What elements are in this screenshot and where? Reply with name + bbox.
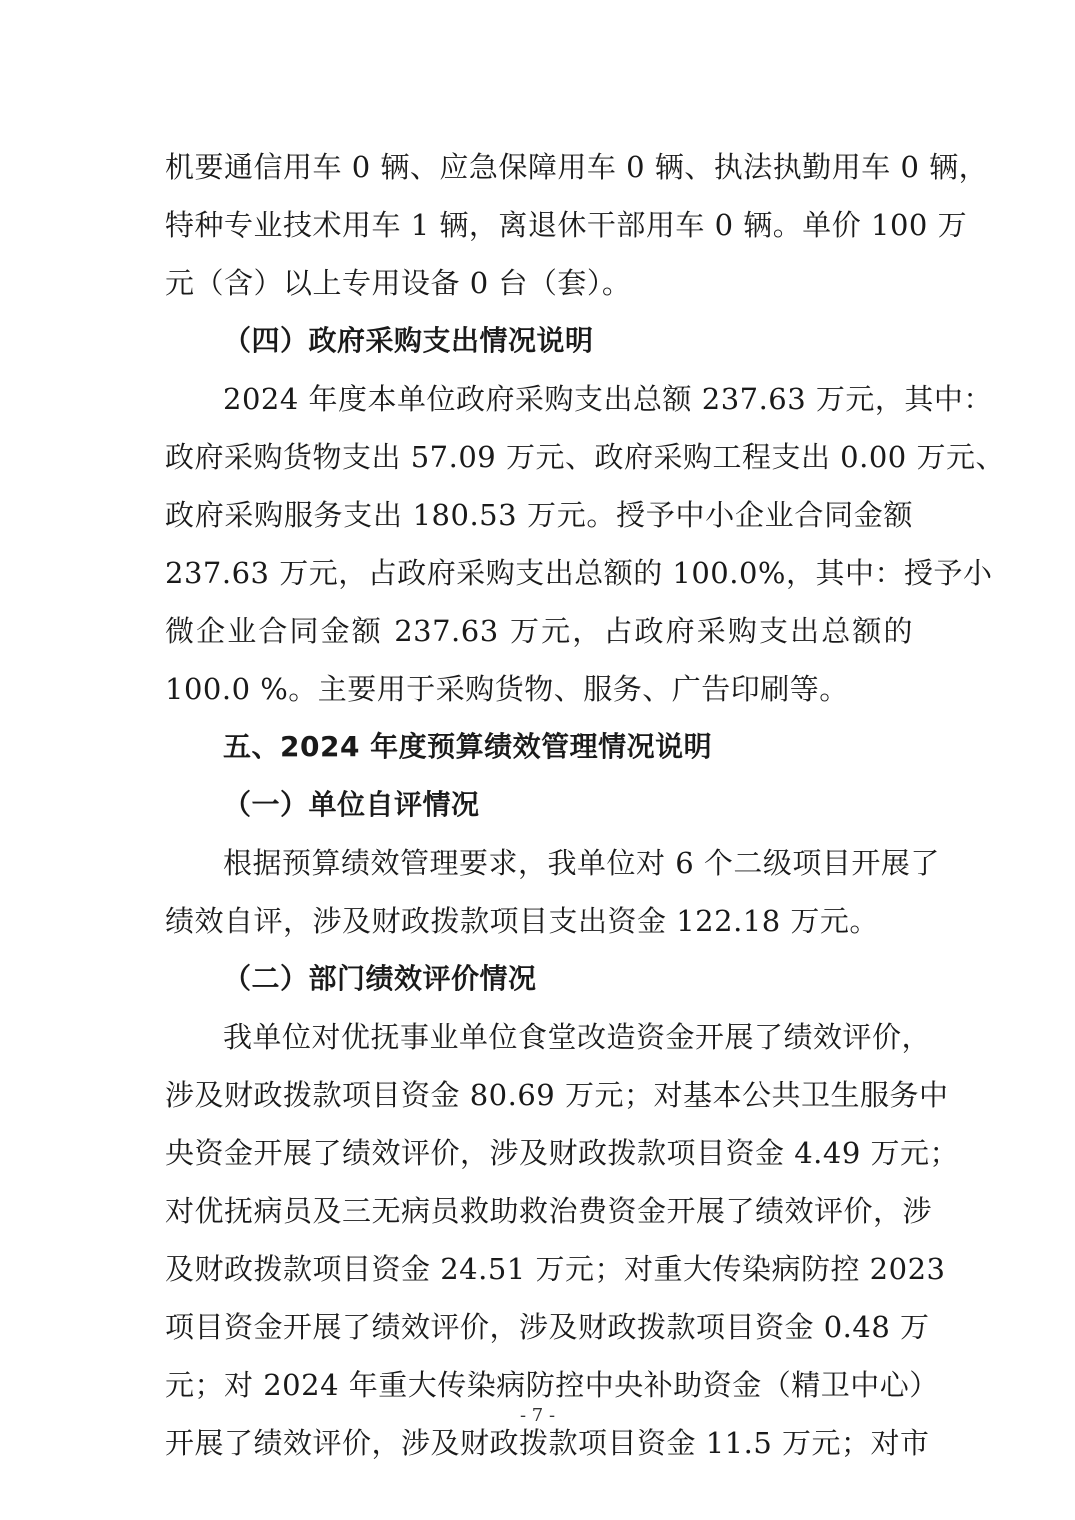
paragraph-line: 元；对 2024 年重大传染病防控中央补助资金（精卫中心） — [165, 1368, 939, 1402]
paragraph-line: 2024 年度本单位政府采购支出总额 237.63 万元，其中： — [223, 382, 993, 416]
paragraph-line: 我单位对优抚事业单位食堂改造资金开展了绩效评价， — [223, 1020, 932, 1054]
page-number: - 7 - — [519, 1405, 556, 1426]
section-heading-self-evaluation: （一）单位自评情况 — [223, 788, 480, 821]
paragraph-line: 政府采购货物支出 57.09 万元、政府采购工程支出 0.00 万元、 — [165, 440, 1005, 474]
paragraph-line: 100.0 %。主要用于采购货物、服务、广告印刷等。 — [165, 672, 849, 706]
paragraph-line: 对优抚病员及三无病员救助救治费资金开展了绩效评价，涉 — [165, 1194, 933, 1228]
paragraph-line: 机要通信用车 0 辆、应急保障用车 0 辆、执法执勤用车 0 辆， — [165, 150, 989, 184]
section-heading-department-evaluation: （二）部门绩效评价情况 — [223, 962, 537, 995]
paragraph-line: 微企业合同金额 237.63 万元，占政府采购支出总额的 — [165, 614, 913, 648]
paragraph-line: 项目资金开展了绩效评价，涉及财政拨款项目资金 0.48 万 — [165, 1310, 930, 1344]
paragraph-line: 开展了绩效评价，涉及财政拨款项目资金 11.5 万元；对市 — [165, 1426, 930, 1460]
paragraph-line: 特种专业技术用车 1 辆，离退休干部用车 0 辆。单价 100 万 — [165, 208, 968, 242]
paragraph-line: 根据预算绩效管理要求，我单位对 6 个二级项目开展了 — [223, 846, 940, 880]
chapter-heading-performance: 五、2024 年度预算绩效管理情况说明 — [223, 730, 713, 763]
paragraph-line: 及财政拨款项目资金 24.51 万元；对重大传染病防控 2023 — [165, 1252, 946, 1286]
section-heading-procurement: （四）政府采购支出情况说明 — [223, 324, 594, 357]
paragraph-line: 237.63 万元，占政府采购支出总额的 100.0%，其中：授予小 — [165, 556, 993, 590]
paragraph-line: 涉及财政拨款项目资金 80.69 万元；对基本公共卫生服务中 — [165, 1078, 949, 1112]
paragraph-line: 绩效自评，涉及财政拨款项目支出资金 122.18 万元。 — [165, 904, 879, 938]
paragraph-line: 政府采购服务支出 180.53 万元。授予中小企业合同金额 — [165, 498, 913, 532]
document-body — [165, 138, 1005, 1472]
paragraph-line: 元（含）以上专用设备 0 台（套）。 — [165, 266, 632, 300]
paragraph-line: 央资金开展了绩效评价，涉及财政拨款项目资金 4.49 万元； — [165, 1136, 960, 1170]
